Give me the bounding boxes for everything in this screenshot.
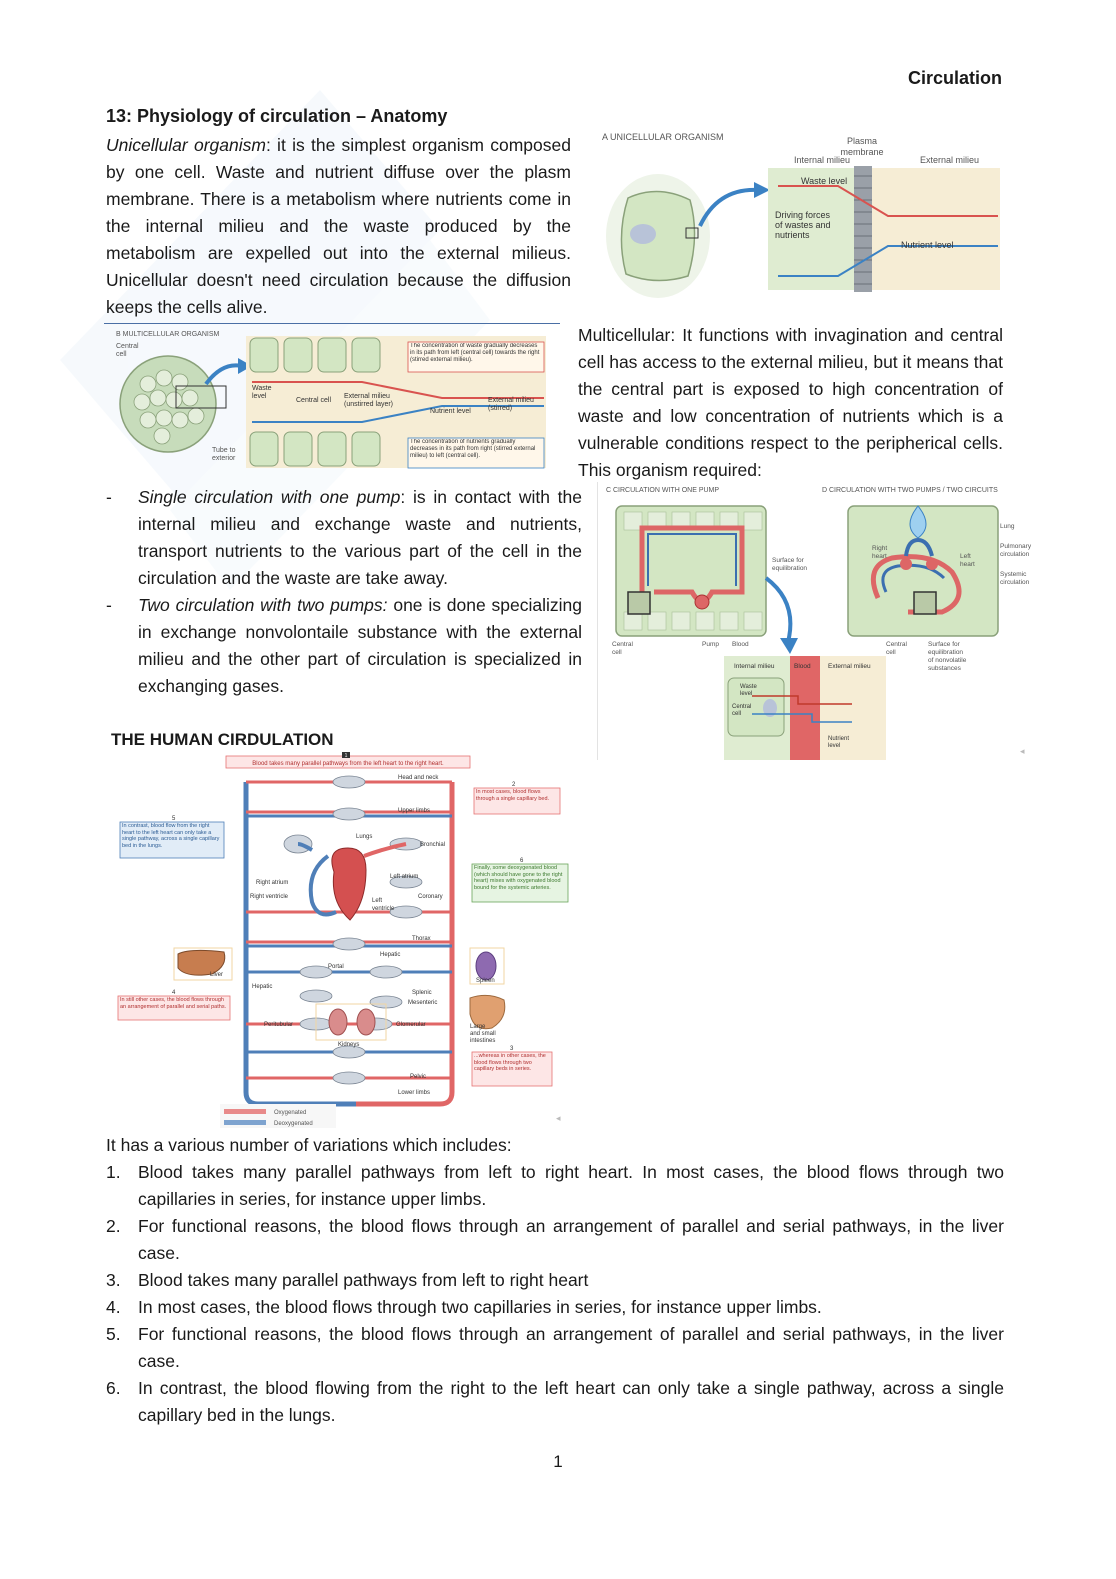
list-item: 6. In contrast, the blood flowing from the right to the left heart can only take a single pathway, across a single capillary bed in the lungs. [106, 1378, 1004, 1425]
human-heart [332, 848, 366, 920]
bullet-term: Two circulation with two pumps: [138, 595, 388, 615]
divider-line [104, 323, 560, 324]
human-mesenteric: Mesenteric [408, 1000, 438, 1006]
fig-b-label: B MULTICELLULAR ORGANISM [116, 331, 220, 338]
fig-a-driving2: of wastes and [775, 220, 831, 230]
fig-b-cell: cell [116, 351, 127, 358]
fig-c-surface1: Surface for [772, 557, 804, 564]
fig-cd-central1: Central [732, 704, 752, 710]
fig-b-central: Central [116, 343, 139, 350]
bullet-text: one is done specializing in exchange nonvolontaile substance with the external milieu and the other part of circulation is specialized in exchanging gases. [138, 595, 582, 696]
fig-cd-internal: Internal milieu [734, 663, 775, 670]
figure-multicellular-organism [112, 326, 560, 472]
bullet-term: Single circulation with one pump [138, 487, 401, 507]
fig-d-left-heart1: Left [960, 553, 971, 560]
fig-d-label: D CIRCULATION WITH TWO PUMPS / TWO CIRCUITS [822, 487, 998, 494]
variations-intro: It has a various number of variations which includes: [106, 1135, 512, 1155]
human-circulation-title: THE HUMAN CIRDULATION [111, 730, 334, 749]
fig-c-pump-label: Pump [702, 641, 719, 648]
human-bronchial: Bronchial [420, 842, 446, 848]
fig-b-nutrient: Nutrient level [430, 408, 471, 415]
fig-a-zoom-arrow [700, 190, 758, 226]
page-number: 1 [553, 1452, 563, 1471]
list-item: - Two circulation with two pumps: one is done specializing in exchange nonvolontaile substance with the external milieu and the other part of circulation is specialized in exchanging gases. [106, 595, 582, 696]
speaker-icon: ◂ [556, 1113, 561, 1123]
fig-cd-blood: Blood [794, 663, 811, 670]
fig-a-waste: Waste level [801, 176, 848, 186]
fig-cd-waste2: level [740, 691, 753, 697]
fig-d-surf-nv3: of nonvolatile [928, 657, 967, 664]
fig-cd-waste1: Waste [740, 684, 757, 690]
fig-a-driving1: Driving forces [775, 210, 831, 220]
fig-a-membrane [854, 166, 872, 292]
human-n1: 1 [344, 753, 348, 759]
human-splenic: Splenic [412, 990, 432, 996]
human-n3: 3 [510, 1046, 514, 1052]
human-left-ventricle2: ventricle [372, 906, 395, 912]
fig-cd-nutrient2: level [828, 743, 841, 749]
human-kidneys-label: Kidneys [338, 1042, 360, 1048]
fig-d-lung-label: Lung [1000, 523, 1015, 530]
fig-b-central-cell: Central cell [296, 397, 332, 404]
fig-d-pulmonary1: Pulmonary [1000, 543, 1032, 550]
fig-d-left-heart2: heart [960, 561, 975, 568]
fig-b-ext2: (unstirred layer) [344, 401, 394, 408]
circulation-types-list [106, 484, 582, 700]
human-left-atrium: Left atrium [390, 874, 419, 880]
fig-b-tube2: exterior [212, 455, 236, 462]
list-item: 5. For functional reasons, the blood flows through an arrangement of parallel and serial pathways, in the liver case. [106, 1324, 1004, 1371]
human-box2: In most cases, blood flows through a single capillary bed. [476, 789, 550, 802]
human-lower-limbs: Lower limbs [398, 1090, 431, 1096]
unicellular-paragraph [106, 132, 571, 321]
bullet-text: : is in contact with the internal milieu and exchange waste and nutrients, transport nutrients to the various part of the cell in the circulation and the waste are take away. [138, 487, 582, 588]
fig-a-nutrient: Nutrient level [901, 240, 954, 250]
figure-human-circulation [116, 752, 572, 1130]
list-item: 3. Blood takes many parallel pathways from left to right heart [106, 1270, 589, 1290]
figure-unicellular-organism [598, 126, 1002, 306]
human-kidneys [329, 1009, 375, 1035]
fig-b-tube1: Tube to [212, 447, 236, 454]
human-right-ventricle: Right ventricle [250, 894, 289, 900]
human-head-neck: Head and neck [398, 775, 439, 781]
fig-d-surf-nv2: equilibration [928, 649, 964, 656]
fig-d-surf-nv4: substances [928, 665, 961, 672]
list-item: 1. Blood takes many parallel pathways from left to right heart. In most cases, the blood flows through two capillaries in series, for instance upper limbs. [106, 1162, 1004, 1209]
fig-a-membrane-label: membrane [840, 147, 884, 157]
human-n4: 4 [172, 990, 176, 996]
human-liver-label: Liver [210, 972, 224, 978]
fig-d-surf-nv1: Surface for [928, 641, 960, 648]
human-large1: Large [470, 1024, 486, 1030]
human-coronary: Coronary [418, 894, 443, 900]
legend-deoxygenated-swatch [224, 1120, 266, 1125]
human-upper-limbs: Upper limbs [398, 808, 431, 814]
figure-divider [597, 482, 598, 760]
fig-d-systemic2: circulation [1000, 579, 1030, 586]
fig-d-systemic1: Systemic [1000, 571, 1027, 578]
human-portal: Portal [328, 964, 344, 970]
speaker-icon: ◂ [1020, 746, 1025, 756]
fig-c-label: C CIRCULATION WITH ONE PUMP [606, 487, 720, 494]
fig-b-waste2: level [252, 393, 267, 400]
human-n2: 2 [512, 782, 516, 788]
fig-b-ext-stirred1: External milieu [488, 397, 534, 404]
fig-a-internal: Internal milieu [794, 155, 851, 165]
list-item: 2. For functional reasons, the blood flows through an arrangement of parallel and serial pathways, in the liver case. [106, 1216, 1004, 1263]
fig-c-surface2: equilibration [772, 565, 808, 572]
human-pelvic: Pelvic [410, 1074, 427, 1080]
fig-c-zoom-arrow [766, 578, 790, 642]
fig-a-external: External milieu [920, 155, 980, 165]
human-lungs: Lungs [356, 834, 373, 840]
figure-circulation-pumps [602, 482, 1034, 760]
fig-a-nucleus [630, 224, 656, 244]
variations-list [106, 1159, 1004, 1429]
human-thorax: Thorax [412, 936, 431, 942]
fig-d-pulmonary2: circulation [1000, 551, 1030, 558]
fig-cd-external: External milieu [828, 663, 871, 670]
human-box6: Finally, some deoxygenated blood (which should have gone to the right heart) mixes with oxygenated blood bound for the systemic arteries. [474, 865, 563, 891]
fig-d-right-heart2: heart [872, 553, 887, 560]
fig-d-central1: Central [886, 641, 907, 648]
human-box4: In still other cases, the blood flows through an arrangement of parallel and serial paths. [120, 997, 227, 1010]
human-large3: intestines [470, 1038, 496, 1044]
list-item: - Single circulation with one pump: is in contact with the internal milieu and exchange waste and nutrients, transport nutrients to the various part of the cell in the circulation and the waste are take away. [106, 487, 582, 588]
fig-a-driving3: nutrients [775, 230, 810, 240]
fig-cd-central2: cell [732, 711, 742, 717]
fig-a-plasma: Plasma [846, 136, 878, 146]
human-large2: and small [470, 1031, 496, 1037]
fig-b-ext-stirred2: (stirred) [488, 405, 513, 412]
human-box3: ...whereas in other cases, the blood flows through two capillary beds in series. [474, 1053, 546, 1072]
unicellular-term: Unicellular organism [106, 135, 266, 155]
fig-c-pump [695, 595, 709, 609]
human-left-ventricle1: Left [372, 898, 383, 904]
fig-d-right-heart1: Right [872, 545, 888, 552]
multicellular-paragraph: Multicellular: It functions with invagination and central cell has access to the external milieu, but it means that the central part is exposed to high concentration of waste and low concentration of nutrients which is a vulnerable conditions respect to the peripherical cells. This organism required: [578, 325, 1003, 480]
human-hepatic-left: Hepatic [252, 984, 273, 990]
fig-c-blood-label: Blood [732, 641, 749, 648]
fig-b-note-bottom: The concentration of nutrients gradually decreases in its path from right (stirred external milieu) to left (central cell). [410, 439, 536, 459]
fig-d-central2: cell [886, 649, 896, 656]
fig-b-waste1: Waste [252, 385, 272, 392]
fig-c-central1: Central [612, 641, 633, 648]
human-n5: 5 [172, 816, 176, 822]
list-item: 4. In most cases, the blood flows through two capillaries in series, for instance upper limbs. [106, 1297, 822, 1317]
human-hepatic-top: Hepatic [380, 952, 401, 958]
human-peritubular: Peritubular [264, 1022, 294, 1028]
section-title: 13: Physiology of circulation – Anatomy [106, 106, 448, 126]
fig-b-note-top: The concentration of waste gradually decreases in its path from left (central cell) towards the right (stirred external milieu). [410, 343, 540, 363]
human-glomerular: Glomerular [396, 1022, 426, 1028]
legend-deoxygenated: Deoxygenated [274, 1121, 313, 1127]
human-spleen [476, 952, 496, 980]
fig-cd-nutrient1: Nutrient [828, 736, 850, 742]
fig-a-label: A UNICELLULAR ORGANISM [602, 132, 724, 142]
human-right-atrium: Right atrium [256, 880, 289, 886]
fig-b-ext1: External milieu [344, 393, 390, 400]
human-n6: 6 [520, 858, 524, 864]
human-top-banner: Blood takes many parallel pathways from the left heart to the right heart. [252, 761, 444, 767]
human-box5: In contrast, blood flow from the right heart to the left heart can only take a single pathway, across a single capillary bed in the lungs. [122, 823, 220, 849]
human-spleen-label: Spleen [476, 978, 495, 984]
header-title: Circulation [907, 68, 1002, 88]
legend-oxygenated: Oxygenated [274, 1110, 307, 1116]
unicellular-text: : it is the simplest organism composed by one cell. Waste and nutrient diffuse over the plasm membrane. There is a metabolism where nutrients come in the internal milieu and the waste produced by the metabolism are expelled out into the external milieus. Unicellular doesn't need circulation because the diffusion keeps the cells alive. [106, 135, 571, 317]
fig-b-zoom-arrow [206, 365, 242, 384]
fig-c-central2: cell [612, 649, 622, 656]
legend-oxygenated-swatch [224, 1109, 266, 1114]
